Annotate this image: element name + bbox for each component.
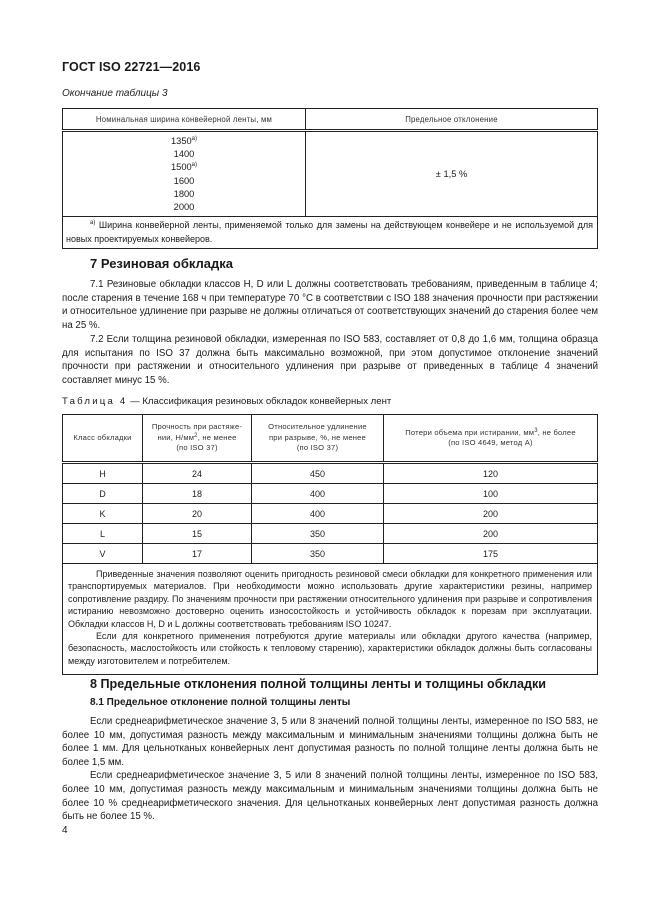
cell-class: L [63, 524, 143, 544]
column-header-elongation: Относительное удлинение при разрыве, %, не менее (по ISO 37) [252, 415, 384, 463]
width-values-cell [63, 131, 306, 217]
width-value: $1500^{а)}$ [170, 162, 198, 173]
paragraph-7-1: 7.1 Резиновые обкладки классов H, D или L должны соответствовать требованиям, приведенным в таблице 4; после старения в течение 168 ч при температуре 70 °С в соответствии с ISO 188 значения прочности при растяжении и относительное удлинение при разрыве не должны отличаться от соответствующих значений до старения более чем на 25 %. [62, 279, 598, 331]
cell-elongation: 350 [252, 524, 384, 544]
cell-strength: 18 [143, 484, 252, 504]
footnote-marker: а) [90, 220, 96, 227]
deviation-value: ± 1,5 % [306, 131, 598, 217]
width-value: 1400 [173, 149, 195, 160]
subsection-8-1-title: 8.1 Предельное отклонение полной толщины ленты [90, 697, 351, 708]
table-header-row [63, 109, 598, 131]
section-8-title: 8 Предельные отклонения полной толщины ленты и толщины обкладки [90, 677, 547, 691]
width-value: $1350^{а)}$ [170, 136, 198, 146]
column-header-width: Номинальная ширина конвейерной ленты, мм [63, 109, 306, 131]
table-header-row [63, 415, 598, 463]
cell-abrasion: 120 [384, 463, 598, 484]
cell-strength: 17 [143, 544, 252, 564]
table-note-paragraph: Если для конкретного применения потребуются другие материалы или обкладки другого качества (например, безопасность, маслостойкость или стойкость к тепловому старению), характеристики обкладок должны быть согласованы между изготовителем и потребителем. [68, 631, 592, 666]
paragraph-7-2: 7.2 Если толщина резиновой обкладки, измеренная по ISO 583, составляет от 0,8 до 1,6 мм, толщина образца для испытания по ISO 37 должна быть максимально возможной, при этом допустимое отклонение значений прочности при растяжении и относительного удлинения при разрыве от приведенных в таблице 4 значений составляет минус 15 %. [62, 334, 598, 386]
table-row [63, 504, 598, 524]
cell-elongation: 450 [252, 463, 384, 484]
table-3 [62, 108, 598, 249]
cell-strength: 15 [143, 524, 252, 544]
cell-elongation: 400 [252, 484, 384, 504]
cell-class: H [63, 463, 143, 484]
cell-class: K [63, 504, 143, 524]
table-note [63, 564, 598, 675]
width-value: 1800 [173, 188, 195, 199]
table-row [63, 463, 598, 484]
width-value: 2000 [173, 202, 195, 213]
cell-abrasion: 175 [384, 544, 598, 564]
cell-strength: 20 [143, 504, 252, 524]
table-4 [62, 414, 598, 675]
column-header-strength: Прочность при растяже- нии, $Н/мм^2$, не менее (по ISO 37) [143, 415, 252, 463]
table-note-row [63, 564, 598, 675]
section-7-title: 7 Резиновая обкладка [90, 256, 234, 271]
section-8-1-body [62, 715, 598, 824]
column-header-class: Класс обкладки [63, 415, 143, 463]
cell-abrasion: 100 [384, 484, 598, 504]
cell-elongation: 350 [252, 544, 384, 564]
table-row [63, 131, 598, 217]
cell-abrasion: 200 [384, 524, 598, 544]
cell-class: V [63, 544, 143, 564]
column-header-deviation: Предельное отклонение [306, 109, 598, 131]
table-row [63, 544, 598, 564]
table-note-paragraph: Приведенные значения позволяют оценить пригодность резиновой смеси обкладки для конкретного применения или транспортируемых материалов. При необходимости можно использовать другие характеристики резины, например сопротивление раздиру. По значениям прочности при растяжении относительного удлинения при разрыве и сопротивления истиранию невозможно достоверно оценить износостойкость и устойчивость обкладок к порезам при эксплуатации. Обкладки классов H, D и L должны соответствовать требованиям ISO 10247. [68, 569, 592, 629]
document-header: ГОСТ ISO 22721—2016 [62, 60, 201, 74]
column-header-abrasion: Потери объема при истирании, $мм^3$, не более (по ISO 4649, метод А) [384, 415, 598, 463]
table-row [63, 524, 598, 544]
table-footnote: $^{а)}$ Ширина конвейерной ленты, применяемой только для замены на действующем конвейере и не используемой для новых проектируемых конвейеров. [63, 217, 598, 249]
width-value: 1600 [173, 175, 195, 186]
table-row [63, 484, 598, 504]
cell-class: D [63, 484, 143, 504]
table-continuation-label: Окончание таблицы 3 [62, 88, 168, 99]
paragraph: Если среднеарифметическое значение 3, 5 или 8 значений полной толщины ленты, измеренное по ISO 583, не более 10 мм, допустимая разность между максимальным и минимальным значениями толщины должна быть не более 1 мм. Для цельнотканых конвейерных лент допустимая разность по полной толщине ленты должна быть не более 1,5 мм. [62, 716, 598, 768]
table-footnote-row [63, 217, 598, 249]
table-4-caption: Таблица 4 — Классификация резиновых обкладок конвейерных лент [62, 396, 392, 407]
paragraph: Если среднеарифметическое значение 3, 5 или 8 значений полной толщины ленты, измеренное по ISO 583, более 10 мм, допустимая разность между максимальным и минимальным значениями толщины должна быть не более 10 % среднеарифметического значения. Для цельнотканых конвейерных лент допустимая разность должна быть не более 15 %. [62, 770, 598, 823]
cell-abrasion: 200 [384, 504, 598, 524]
cell-elongation: 400 [252, 504, 384, 524]
cell-strength: 24 [143, 463, 252, 484]
page-number: 4 [62, 825, 68, 836]
